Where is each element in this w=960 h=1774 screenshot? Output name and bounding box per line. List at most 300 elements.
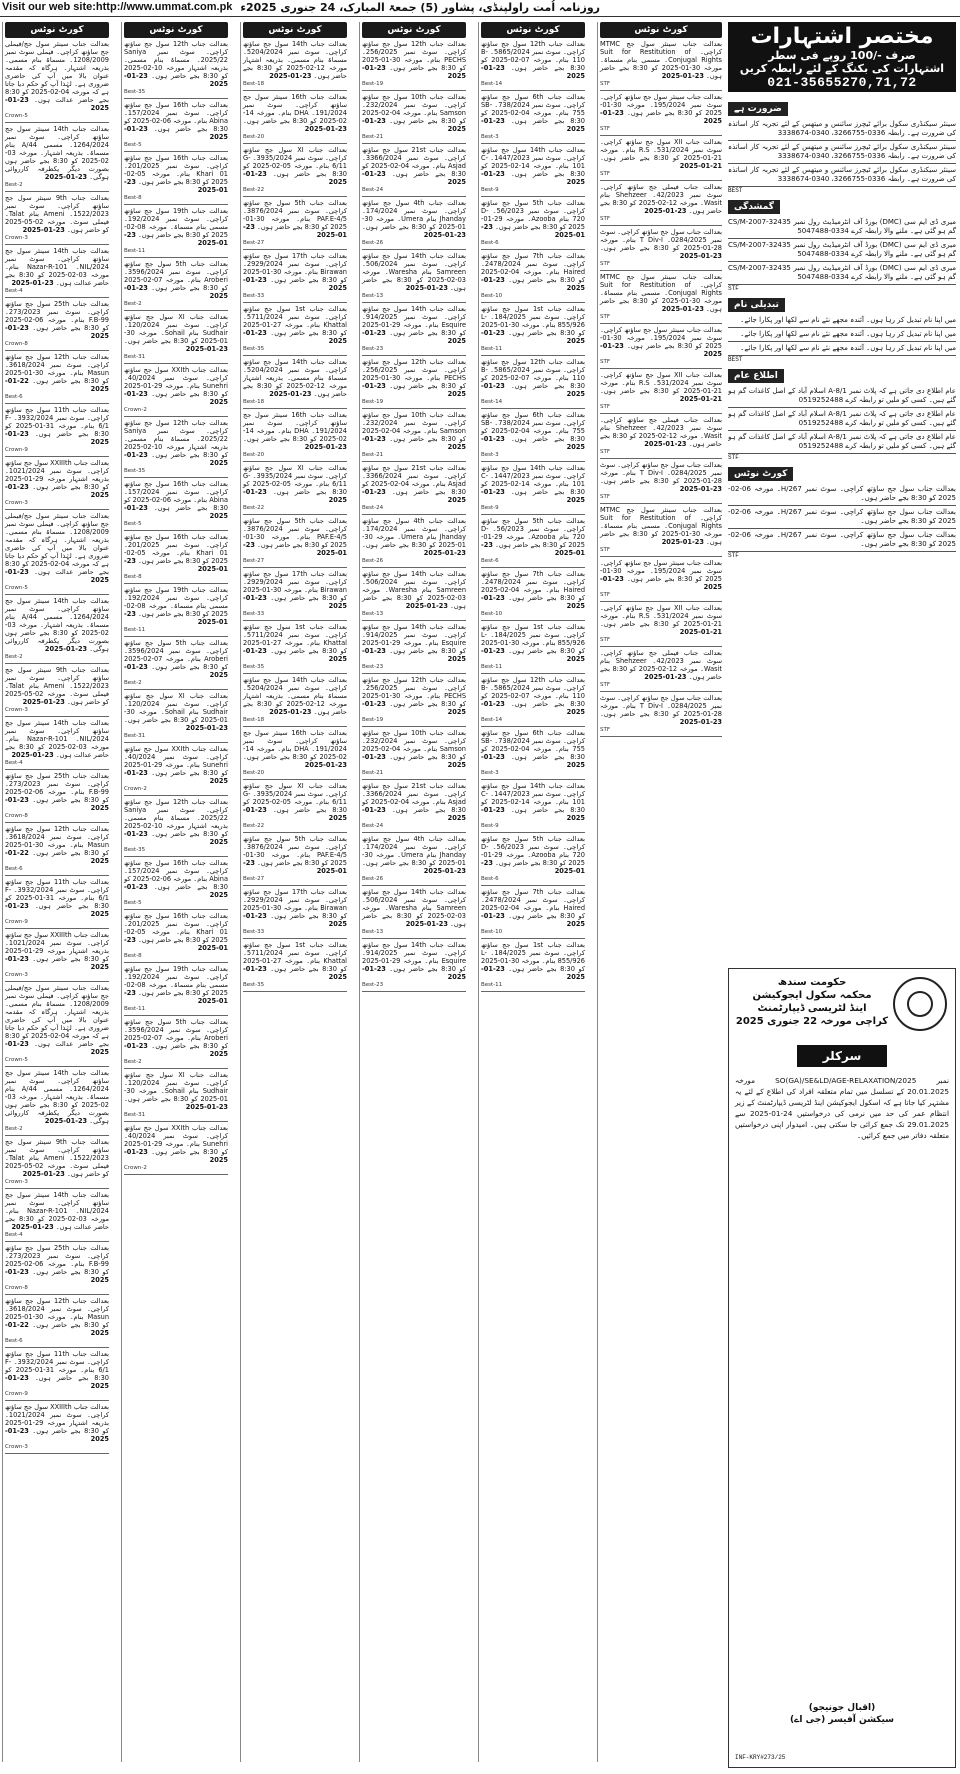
- classified-ad: عام اطلاع دی جاتی ہے کہ پلاٹ نمبر 8/1-A اسلام آباد کے اصل کاغذات گم ہو گئے ہیں۔ کسی کو ملیں تو رابطہ کرے 0519252488: [728, 385, 956, 408]
- notice-date: 23-01-2025: [644, 673, 687, 681]
- court-notice: [5, 512, 109, 595]
- notice-text: بعدالت جناب 17th سول جج ساؤتھ کراچی۔ سوٹ نمبر 2929/2024۔ Birawan بنام۔ مورخہ 30-01-2025 کو 8:30 بجے حاضر ہوں۔: [243, 570, 347, 602]
- notice-date: 23-01-2025: [185, 724, 228, 732]
- notice-text: بعدالت جناب 5th سول جج ساؤتھ کراچی۔ سوٹ نمبر 3596/2024۔ Aroberi بنام۔ مورخہ 07-02-2025 کو 8:30 بجے حاضر ہوں۔: [124, 260, 228, 292]
- classified-title: مختصر اشتہارات: [750, 24, 934, 49]
- notice-date: 23-01-2025: [124, 663, 228, 679]
- notice-code: Best-18: [243, 717, 265, 723]
- notice-code: Crown-9: [5, 1391, 28, 1397]
- notice-date: 23-01-2025: [124, 936, 228, 952]
- notice-text: بعدالت جناب 7th سول جج ساؤتھ کراچی۔ سوٹ نمبر 2478/2024۔ Haired بنام۔ مورخہ 04-02-2025 کو 8:30 بجے حاضر ہوں۔: [481, 252, 585, 284]
- notice-text: بعدالت جناب 14th سول جج ساؤتھ کراچی۔ سوٹ نمبر 506/2024۔ Samreen بنام Waresha۔ مورخہ 03-02-2025 کو 8:30 بجے حاضر ہوں۔: [362, 570, 466, 610]
- notice-date: 21-01-2025: [679, 628, 722, 636]
- notice-date: 23-01-2025: [304, 125, 347, 133]
- notice-text: بعدالت جناب 19th سول جج ساؤتھ کراچی۔ سوٹ نمبر 192/2024۔ مسمی بنام مسماۃ۔ مورخہ 08-02-2025 کو 8:30 بجے حاضر ہوں۔: [124, 965, 228, 997]
- notice-text: بعدالت جناب سول جج ساؤتھ کراچی۔ سوٹ نمبر 0284/2025۔ T Div-I بنام۔ مورخہ 28-01-2025 کو 8:30 بجے حاضر ہوں۔: [600, 694, 722, 718]
- notice-text: بعدالت جناب 16th سول جج ساؤتھ کراچی۔ سوٹ نمبر 157/2024۔ Abina بنام۔ مورخہ 06-02-2025 کو 8:30 بجے حاضر ہوں۔: [124, 480, 228, 512]
- court-notice: [243, 93, 347, 144]
- notice-code: Best-31: [124, 1112, 146, 1118]
- classified-booking: اشتہارات کی بکنگ کے لئے رابطہ کریں: [739, 62, 945, 75]
- court-notice: [481, 199, 585, 250]
- court-notice: [481, 888, 585, 939]
- notice-text: بعدالت جناب سول جج ساؤتھ کراچی۔ سوٹ نمبر 0284/2025۔ T Div-I بنام۔ مورخہ 28-01-2025 کو 8:30 بجے حاضر ہوں۔: [600, 461, 722, 485]
- notice-date: 23-01-2025: [269, 708, 312, 716]
- classified-column: [728, 96, 956, 961]
- notice-text: بعدالت جناب 25th سول جج ساؤتھ کراچی۔ سوٹ نمبر 273/2023۔ F.B-99 بنام۔ مورخہ 06-02-2025 کو 8:30 بجے حاضر ہوں۔: [5, 300, 109, 332]
- notice-date: 23-01-2025: [5, 955, 109, 971]
- court-notice: [5, 247, 109, 298]
- notice-text: بعدالت جناب 12th سول جج ساؤتھ کراچی۔ سوٹ نمبر Saniya 2025/22۔ مسماۃ بنام مسمی۔ بذریعہ اشتہار مورخہ 10-02-2025 کو 8:30 بجے حاضر ہوں۔: [124, 798, 228, 838]
- notice-date: 23-01-2025: [243, 965, 347, 981]
- notice-text: بعدالت جناب فیملی جج ساؤتھ کراچی۔ سوٹ نمبر 42/2023۔ Shehzeer بنام Wasit۔ مورخہ 12-02-2025 کو 8:30 بجے حاضر ہوں۔: [600, 649, 723, 681]
- court-notice: [362, 941, 466, 992]
- notice-text: بعدالت جناب سینئر سول جج ساؤتھ کراچی۔ سوٹ نمبر 195/2024۔ مورخہ 30-01-2025 کو 8:30 بجے حاضر ہوں۔: [600, 559, 723, 583]
- notice-text: بعدالت جناب 14th سینئر سول جج ساؤتھ کراچی۔ سوٹ نمبر NIL/2024۔ Nazar-R-101 بنام۔ مورخہ 03-02-2025 کو 8:30 بجے حاضر عدالت ہوں۔: [5, 719, 109, 759]
- notice-date: 23-01-2025: [124, 1042, 228, 1058]
- notice-date: 23-01-2025: [362, 64, 466, 80]
- notice-date: 23-01-2025: [5, 483, 109, 499]
- court-notice: [362, 93, 466, 144]
- notice-text: بعدالت جناب XII سول جج ساؤتھ کراچی۔ سوٹ نمبر 531/2024۔ R.S بنام۔ مورخہ 21-01-2025 کو 8:30 بجے حاضر ہوں۔: [600, 371, 722, 395]
- notice-code: Crown-5: [5, 1057, 28, 1063]
- notice-text: بعدالت جناب XXIth سول جج ساؤتھ کراچی۔ سوٹ نمبر 40/2024۔ Sunehri بنام۔ مورخہ 29-01-2025 کو 8:30 بجے حاضر ہوں۔: [124, 745, 228, 777]
- court-notice: [481, 93, 585, 144]
- court-notice: [600, 371, 722, 414]
- notice-code: Best-14: [481, 81, 503, 87]
- notice-text: بعدالت جناب 5th سول جج ساؤتھ کراچی۔ سوٹ نمبر 56/2023۔ D-720 بنام Azooba۔ مورخہ 29-01-2025 کو 8:30 بجے حاضر ہوں۔: [481, 835, 586, 867]
- notice-text: بعدالت جناب سینئر سول جج/فیملی جج ساؤتھ کراچی۔ فیملی سوٹ نمبر 1208/2009۔ مسماۃ بنام مسمی۔ بذریعہ اشتہار۔ ہرگاہ کہ مقدمہ عنوان بالا میں آپ کی حاضری ضروری ہے۔ لہٰذا آپ کو حکم دیا جاتا ہے کہ مورخہ 04-02-2025 کو 8:30 بجے حاضر عدالت ہوں۔: [5, 984, 109, 1048]
- notice-code: Best-27: [243, 240, 265, 246]
- notice-code: Best-20: [243, 134, 265, 140]
- notice-date: 23-01-2025: [362, 806, 466, 822]
- notice-date: 23-01-2025: [243, 806, 347, 822]
- notice-code: Best-4: [5, 1232, 23, 1238]
- classified-ad: میری ڈی ایم سی (DMC) بورڈ آف انٹرمیڈیٹ رول نمبر 32435-CS/M-2007 گم ہو گئی ہے۔ ملنے والا رابطہ کرے 0334-5047488: [728, 262, 956, 285]
- notice-text: بعدالت جناب 12th سول جج ساؤتھ کراچی۔ سوٹ نمبر Saniya 2025/22۔ مسماۃ بنام مسمی۔ بذریعہ اشتہار مورخہ 10-02-2025 کو 8:30 بجے حاضر ہوں۔: [124, 40, 228, 80]
- notice-text: بعدالت جناب 5th سول جج ساؤتھ کراچی۔ سوٹ نمبر 3876/2024۔ PAF.E-4/5 بنام۔ مورخہ 30-01-2025 کو 8:30 بجے حاضر ہوں۔: [243, 199, 347, 231]
- notice-code: Best-35: [243, 664, 265, 670]
- notice-date: 23-01-2025: [44, 1117, 88, 1125]
- notice-text: بعدالت جناب 14th سول جج ساؤتھ کراچی۔ سوٹ نمبر 5204/2024۔ مسماۃ بنام مسمی۔ بذریعہ اشتہار مورخہ 12-02-2025 کو 8:30 بجے حاضر ہوں۔: [243, 358, 347, 398]
- notice-code: STF: [600, 727, 611, 733]
- notice-code: Best-27: [243, 558, 265, 564]
- court-notice: [481, 464, 585, 515]
- page-folio: روزنامہ اُمت راولپنڈی، پشاور (5) جمعۃ المبارک، 24 جنوری 2025ء: [240, 1, 600, 14]
- notice-code: Best-21: [362, 452, 384, 458]
- court-notice: [481, 517, 585, 568]
- notice-date: 23-01-2025: [243, 170, 347, 186]
- notice-code: Best-6: [5, 1338, 23, 1344]
- court-notice: [124, 798, 228, 857]
- notice-code: Best-18: [243, 399, 265, 405]
- notice-code: Best-9: [481, 187, 499, 193]
- court-notice: [481, 729, 585, 780]
- notice-date: 23-01-2025: [362, 488, 466, 504]
- notice-date: 23-01-2025: [185, 1103, 228, 1111]
- notice-code: Best-4: [5, 288, 23, 294]
- notice-code: STF: [600, 171, 611, 177]
- court-notice: [5, 40, 109, 123]
- notice-column-2: [121, 22, 230, 1762]
- notice-text: بعدالت جناب 12th سول جج ساؤتھ کراچی۔ سوٹ نمبر 5865/2024۔ B-110 بنام۔ مورخہ 07-02-2025 کو 8:30 بجے حاضر ہوں۔: [481, 358, 585, 390]
- court-notice: [600, 649, 722, 692]
- notice-text: بعدالت جناب XI سول جج ساؤتھ کراچی۔ سوٹ نمبر 120/2024۔ Sudhair بنام Sohail۔ مورخہ 30-01-2025 کو 8:30 بجے حاضر ہوں۔: [124, 692, 229, 724]
- notice-text: بعدالت جناب 14th سول جج ساؤتھ کراچی۔ سوٹ نمبر 5204/2024۔ مسماۃ بنام مسمی۔ بذریعہ اشتہار مورخہ 12-02-2025 کو 8:30 بجے حاضر ہوں۔: [243, 40, 347, 80]
- gov-line-3: اینڈ لٹریسی ڈیپارٹمنٹ: [757, 1003, 867, 1014]
- court-notice: [124, 859, 228, 910]
- court-notice: [5, 125, 109, 192]
- notice-code: STF: [600, 494, 611, 500]
- notice-date: 23-01-2025: [481, 117, 585, 133]
- notice-column-4: [359, 22, 468, 1762]
- classified-ad: عام اطلاع دی جاتی ہے کہ پلاٹ نمبر 8/1-A اسلام آباد کے اصل کاغذات گم ہو گئے ہیں۔ کسی کو ملیں تو رابطہ کرے 0519252488: [728, 408, 956, 431]
- notice-code: Crown-3: [5, 707, 28, 713]
- notice-code: Best-33: [243, 611, 265, 617]
- notice-code: Best-24: [362, 823, 384, 829]
- court-notice: [243, 570, 347, 621]
- classified-ad: میں اپنا نام تبدیل کر رہا ہوں۔ آئندہ مجھے نئے نام سے لکھا اور پکارا جائے۔: [728, 328, 956, 342]
- court-notice: [5, 719, 109, 770]
- court-notice: [600, 228, 722, 271]
- notice-code: Best-31: [124, 354, 146, 360]
- notice-code: Best-35: [124, 468, 146, 474]
- notice-code: Best-10: [481, 611, 503, 617]
- court-notice: [5, 1244, 109, 1295]
- notice-date: 23-01-2025: [243, 541, 347, 557]
- notice-text: بعدالت جناب 16th سینئر سول جج ساؤتھ کراچی۔ سوٹ نمبر 191/2024۔ DHA بنام۔ مورخہ 14-02-2025 کو 8:30 بجے حاضر ہوں۔: [243, 729, 347, 761]
- court-notice: [600, 604, 722, 647]
- court-notice: [362, 729, 466, 780]
- notice-code: Best-23: [362, 346, 384, 352]
- notice-code: Best-13: [362, 293, 384, 299]
- court-notice: [362, 835, 466, 886]
- notice-date: 23-01-2025: [124, 284, 228, 300]
- notice-date: 23-01-2025: [243, 223, 347, 239]
- notice-code: Best-22: [243, 823, 265, 829]
- notice-text: بعدالت جناب 12th سول جج ساؤتھ کراچی۔ سوٹ نمبر 256/2025۔ PECHS بنام۔ مورخہ 30-01-2025 کو 8:30 بجے حاضر ہوں۔: [362, 676, 466, 708]
- notice-code: Best-6: [481, 558, 499, 564]
- notice-code: Best-5: [124, 521, 142, 527]
- notice-text: بعدالت جناب 19th سول جج ساؤتھ کراچی۔ سوٹ نمبر 192/2024۔ مسمی بنام مسماۃ۔ مورخہ 08-02-2025 کو 8:30 بجے حاضر ہوں۔: [124, 207, 228, 239]
- notice-code: Best-9: [481, 823, 499, 829]
- notice-code: Best-6: [481, 876, 499, 882]
- notice-code: STF: [600, 682, 611, 688]
- notice-date: 23-01-2025: [600, 575, 722, 591]
- classified-section-header: کورٹ نوٹس: [728, 467, 793, 481]
- court-notice: [481, 835, 585, 886]
- notice-text: بعدالت جناب 25th سول جج ساؤتھ کراچی۔ سوٹ نمبر 273/2023۔ F.B-99 بنام۔ مورخہ 06-02-2025 کو 8:30 بجے حاضر ہوں۔: [5, 1244, 109, 1276]
- notice-code: Best-24: [362, 187, 384, 193]
- notice-code: Best-2: [124, 680, 142, 686]
- notice-text: بعدالت جناب 5th سول جج ساؤتھ کراچی۔ سوٹ نمبر 3596/2024۔ Aroberi بنام۔ مورخہ 07-02-2025 کو 8:30 بجے حاضر ہوں۔: [124, 1018, 228, 1050]
- notice-code: Best-2: [124, 301, 142, 307]
- court-notice: [124, 480, 228, 531]
- notice-date: 23-01-2025: [362, 382, 466, 398]
- notice-code: Best-13: [362, 611, 384, 617]
- notice-text: بعدالت جناب 5th سول جج ساؤتھ کراچی۔ سوٹ نمبر 3876/2024۔ PAF.E-4/5 بنام۔ مورخہ 30-01-2025 کو 8:30 بجے حاضر ہوں۔: [243, 835, 347, 867]
- court-notice: [5, 1138, 109, 1189]
- notice-text: بعدالت جناب 4th سول جج ساؤتھ کراچی۔ سوٹ نمبر 174/2024۔ Jhanday بنام Umera۔ مورخہ 30-01-2025 کو 8:30 بجے حاضر ہوں۔: [362, 517, 466, 549]
- notice-code: Best-21: [362, 770, 384, 776]
- notice-text: بعدالت جناب 16th سول جج ساؤتھ کراچی۔ سوٹ نمبر 157/2024۔ Abina بنام۔ مورخہ 06-02-2025 کو 8:30 بجے حاضر ہوں۔: [124, 859, 228, 891]
- notice-text: بعدالت جناب 12th سول جج ساؤتھ کراچی۔ سوٹ نمبر 256/2025۔ PECHS بنام۔ مورخہ 30-01-2025 کو 8:30 بجے حاضر ہوں۔: [362, 358, 466, 390]
- notice-code: Crown-2: [124, 1165, 147, 1171]
- notice-date: 23-01-2025: [362, 329, 466, 345]
- court-notice: [362, 676, 466, 727]
- classified-section-header: اطلاع عام: [728, 369, 784, 383]
- court-notice: [5, 1297, 109, 1348]
- notice-text: بعدالت جناب 6th سول جج ساؤتھ کراچی۔ سوٹ نمبر 738/2024۔ SB-755 بنام۔ مورخہ 04-02-2025 کو 8:30 بجے حاضر ہوں۔: [481, 729, 585, 761]
- notice-text: بعدالت جناب 6th سول جج ساؤتھ کراچی۔ سوٹ نمبر 738/2024۔ SB-755 بنام۔ مورخہ 04-02-2025 کو 8:30 بجے حاضر ہوں۔: [481, 411, 585, 443]
- notice-code: Crown-3: [5, 1444, 28, 1450]
- court-notice: [124, 366, 228, 417]
- notice-date: 23-01-2025: [481, 806, 585, 822]
- notice-text: بعدالت جناب 1st سول جج ساؤتھ کراچی۔ سوٹ نمبر 5711/2024۔ Khattal بنام۔ مورخہ 27-01-2025 کو 8:30 بجے حاضر ہوں۔: [243, 623, 347, 655]
- notice-text: بعدالت جناب 21st سول جج ساؤتھ کراچی۔ سوٹ نمبر 3366/2024۔ Asjad بنام۔ مورخہ 04-02-2025 کو 8:30 بجے حاضر ہوں۔: [362, 464, 466, 496]
- notice-date: 23-01-2025: [481, 329, 585, 345]
- notice-date: 23-01-2025: [124, 178, 228, 194]
- notice-text: بعدالت جناب 4th سول جج ساؤتھ کراچی۔ سوٹ نمبر 174/2024۔ Jhanday بنام Umera۔ مورخہ 30-01-2025 کو 8:30 بجے حاضر ہوں۔: [362, 199, 466, 231]
- notice-text: بعدالت جناب 9th سینئر سول جج ساؤتھ کراچی۔ سوٹ نمبر 1522/2023۔ Ameni بنام Talat۔ فیملی سوٹ۔ مورخہ 02-05-2025 کو حاضر ہوں۔: [5, 666, 109, 706]
- court-notice: [481, 941, 585, 992]
- circular-title: سرکلر: [797, 1045, 887, 1067]
- notice-date: 23-01-2025: [405, 602, 448, 610]
- notice-code: Best-35: [243, 982, 265, 988]
- court-notice: [124, 912, 228, 963]
- notice-code: Best-11: [124, 627, 146, 633]
- notice-date: 22-01-2025: [5, 1321, 109, 1337]
- notice-text: بعدالت جناب 14th سول جج ساؤتھ کراچی۔ سوٹ نمبر 914/2025۔ Esquire بنام۔ مورخہ 29-01-2025 کو 8:30 بجے حاضر ہوں۔: [362, 305, 466, 337]
- notice-date: 23-01-2025: [243, 488, 347, 504]
- notice-date: 23-01-2025: [679, 485, 722, 493]
- notice-text: بعدالت جناب 16th سول جج ساؤتھ کراچی۔ سوٹ نمبر 201/2025۔ Khari 01 بنام۔ مورخہ 05-02-2025 کو 8:30 بجے حاضر ہوں۔: [124, 912, 228, 944]
- notice-code: Best-11: [124, 248, 146, 254]
- notice-code: STF: [600, 547, 611, 553]
- circular-signer: (اقبال جونیجو): [808, 1703, 876, 1713]
- notice-date: 23-01-2025: [600, 109, 722, 125]
- notice-code: STF: [600, 126, 611, 132]
- court-notice: [362, 40, 466, 91]
- notice-text: بعدالت جناب 14th سینئر سول جج ساؤتھ کراچی۔ سوٹ نمبر 1264/2024۔ مسمی A/44 بنام مسماۃ۔ بذریعہ اشتہار۔ مورخہ 03-02-2025 کو 8:30 بجے حاضر ہوں بصورت دیگر یکطرفہ کارروائی ہوگی۔: [5, 1069, 110, 1125]
- notice-text: بعدالت جناب 12th سول جج ساؤتھ کراچی۔ سوٹ نمبر 5865/2024۔ B-110 بنام۔ مورخہ 07-02-2025 کو 8:30 بجے حاضر ہوں۔: [481, 40, 585, 72]
- notice-text: بعدالت جناب XI سول جج ساؤتھ کراچی۔ سوٹ نمبر 120/2024۔ Sudhair بنام Sohail۔ مورخہ 30-01-2025 کو 8:30 بجے حاضر ہوں۔: [124, 313, 229, 345]
- notice-code: Best-6: [5, 866, 23, 872]
- notice-code: Best-2: [5, 182, 23, 188]
- classified-ad: میری ڈی ایم سی (DMC) بورڈ آف انٹرمیڈیٹ رول نمبر 32435-CS/M-2007 گم ہو گئی ہے۔ ملنے والا رابطہ کرے 0334-5047488: [728, 216, 956, 239]
- notice-text: بعدالت جناب XXIIIth سول جج ساؤتھ کراچی۔ سوٹ نمبر 1021/2024۔ بذریعہ اشتہار مورخہ 29-01-2025 کو 8:30 بجے حاضر ہوں۔: [5, 459, 109, 491]
- court-notice: [243, 729, 347, 780]
- court-notice: [362, 146, 466, 197]
- court-notice: [5, 1350, 109, 1401]
- notice-text: بعدالت جناب 12th سول جج ساؤتھ کراچی۔ سوٹ نمبر 3618/2024۔ Masun بنام۔ مورخہ 30-01-2025 کو 8:30 بجے حاضر ہوں۔: [5, 825, 109, 857]
- notice-code: Best-6: [481, 240, 499, 246]
- notice-text: بعدالت جناب 12th سول جج ساؤتھ کراچی۔ سوٹ نمبر 256/2025۔ PECHS بنام۔ مورخہ 30-01-2025 کو 8:30 بجے حاضر ہوں۔: [362, 40, 466, 72]
- notice-code: Best-26: [362, 558, 384, 564]
- court-notice: [481, 40, 585, 91]
- circular-body: نمبر SO(GA)/SE&LD/AGE-RELAXATION/2025 مورخہ 20.01.2025 کے تسلسل میں تمام متعلقہ افراد کی اطلاع کے لئے یہ مشتہر کیا جاتا ہے کہ اسکول ایجوکیشن اینڈ لٹریسی ڈیپارٹمنٹ کے زیر انتظام عمر کی حد میں نرمی کی درخواستیں 24-01-2025 سے 29.01.2025 تک جمع کرائی جا سکتی ہیں۔ امیدوار اپنی درخواستیں متعلقہ دفاتر میں جمع کرائیں۔: [735, 1076, 950, 1140]
- notice-date: 23-01-2025: [124, 1148, 228, 1164]
- notice-date: 23-01-2025: [5, 1040, 109, 1056]
- notice-date: 22-01-2025: [5, 377, 109, 393]
- notice-code: STF: [600, 314, 611, 320]
- court-notice: [5, 406, 109, 457]
- notice-code: Best-35: [243, 346, 265, 352]
- notice-date: 23-01-2025: [44, 173, 88, 181]
- notice-date: 23-01-2025: [5, 568, 109, 584]
- notice-column-1: [2, 22, 111, 1762]
- notice-code: Best-35: [124, 847, 146, 853]
- notice-text: بعدالت جناب فیملی جج ساؤتھ کراچی۔ سوٹ نمبر 42/2023۔ Shehzeer بنام Wasit۔ مورخہ 12-02-2025 کو 8:30 بجے حاضر ہوں۔: [600, 183, 723, 215]
- notice-text: بعدالت جناب 14th سول جج ساؤتھ کراچی۔ سوٹ نمبر 1447/2023۔ C-101 بنام۔ مورخہ 14-02-2025 کو 8:30 بجے حاضر ہوں۔: [481, 146, 585, 178]
- notice-text: بعدالت جناب سینئر سول جج ساؤتھ کراچی۔ سوٹ نمبر 195/2024۔ مورخہ 30-01-2025 کو 8:30 بجے حاضر ہوں۔: [600, 93, 723, 117]
- court-notice: [5, 353, 109, 404]
- notice-code: Crown-8: [5, 1285, 28, 1291]
- notice-code: Best-11: [481, 346, 503, 352]
- notice-text: بعدالت جناب سینئر سول جج MTMC کراچی۔ Suit for Restitution of Conjugal Rights۔ مسمی بنام مسماۃ۔ مورخہ 30-01-2025 کو 8:30 بجے حاضر ہوں۔: [600, 40, 722, 80]
- notice-date: 23-01-2025: [481, 488, 585, 504]
- classified-code: STF: [728, 454, 739, 461]
- classified-ad: عام اطلاع دی جاتی ہے کہ پلاٹ نمبر 8/1-A اسلام آباد کے اصل کاغذات گم ہو گئے ہیں۔ کسی کو ملیں تو رابطہ کرے 0519252488: [728, 431, 956, 454]
- notice-date: 23-01-2025: [644, 440, 687, 448]
- court-notice: [124, 1124, 228, 1175]
- notice-date: 23-01-2025: [124, 451, 228, 467]
- notice-date: 23-01-2025: [5, 902, 109, 918]
- court-notice: [600, 183, 722, 226]
- notice-text: بعدالت جناب 14th سول جج ساؤتھ کراچی۔ سوٹ نمبر 506/2024۔ Samreen بنام Waresha۔ مورخہ 03-02-2025 کو 8:30 بجے حاضر ہوں۔: [362, 252, 466, 292]
- website-url[interactable]: Visit our web site:http://www.ummat.com.pk: [2, 1, 233, 13]
- notice-date: 23-01-2025: [269, 72, 312, 80]
- notice-date: 23-01-2025: [644, 207, 687, 215]
- notice-text: بعدالت جناب 14th سول جج ساؤتھ کراچی۔ سوٹ نمبر 914/2025۔ Esquire بنام۔ مورخہ 29-01-2025 کو 8:30 بجے حاضر ہوں۔: [362, 941, 466, 973]
- notice-text: بعدالت جناب 9th سینئر سول جج ساؤتھ کراچی۔ سوٹ نمبر 1522/2023۔ Ameni بنام Talat۔ فیملی سوٹ۔ مورخہ 02-05-2025 کو حاضر ہوں۔: [5, 194, 109, 234]
- notice-text: بعدالت جناب 4th سول جج ساؤتھ کراچی۔ سوٹ نمبر 174/2024۔ Jhanday بنام Umera۔ مورخہ 30-01-2025 کو 8:30 بجے حاضر ہوں۔: [362, 835, 466, 867]
- notice-text: بعدالت جناب سینئر سول جج MTMC کراچی۔ Suit for Restitution of Conjugal Rights۔ مسمی بنام مسماۃ۔ مورخہ 30-01-2025 کو 8:30 بجے حاضر ہوں۔: [600, 506, 722, 546]
- notice-text: بعدالت جناب 21st سول جج ساؤتھ کراچی۔ سوٹ نمبر 3366/2024۔ Asjad بنام۔ مورخہ 04-02-2025 کو 8:30 بجے حاضر ہوں۔: [362, 146, 466, 178]
- notice-date: 23-01-2025: [481, 382, 585, 398]
- notice-text: بعدالت جناب 16th سینئر سول جج ساؤتھ کراچی۔ سوٹ نمبر 191/2024۔ DHA بنام۔ مورخہ 14-02-2025 کو 8:30 بجے حاضر ہوں۔: [243, 93, 347, 125]
- notice-code: Best-10: [481, 293, 503, 299]
- court-notice: [481, 570, 585, 621]
- notice-date: 23-01-2025: [124, 557, 228, 573]
- classified-ad: میری ڈی ایم سی (DMC) بورڈ آف انٹرمیڈیٹ رول نمبر 32435-CS/M-2007 گم ہو گئی ہے۔ ملنے والا رابطہ کرے 0334-5047488: [728, 239, 956, 262]
- court-notice: [481, 782, 585, 833]
- classified-ads-banner: [728, 22, 956, 92]
- notice-date: 23-01-2025: [124, 231, 228, 247]
- notice-text: بعدالت جناب سینئر سول جج/فیملی جج ساؤتھ کراچی۔ فیملی سوٹ نمبر 1208/2009۔ مسماۃ بنام مسمی۔ بذریعہ اشتہار۔ ہرگاہ کہ مقدمہ عنوان بالا میں آپ کی حاضری ضروری ہے۔ لہٰذا آپ کو حکم دیا جاتا ہے کہ مورخہ 04-02-2025 کو 8:30 بجے حاضر عدالت ہوں۔: [5, 40, 109, 104]
- classified-ad: میں اپنا نام تبدیل کر رہا ہوں۔ آئندہ مجھے نئے نام سے لکھا اور پکارا جائے۔: [728, 342, 956, 356]
- notice-text: بعدالت جناب 10th سول جج ساؤتھ کراچی۔ سوٹ نمبر 232/2024۔ Samson بنام۔ مورخہ 04-02-2025 کو 8:30 بجے حاضر ہوں۔: [362, 93, 466, 125]
- court-notice: [600, 138, 722, 181]
- court-notice: [5, 597, 109, 664]
- notice-text: بعدالت جناب XI سول جج ساؤتھ کراچی۔ سوٹ نمبر 3935/2024۔ G-6/11 بنام۔ مورخہ 05-02-2025 کو 8:30 بجے حاضر ہوں۔: [242, 146, 347, 178]
- notice-code: Best-10: [481, 929, 503, 935]
- classified-code: BEST: [728, 187, 743, 194]
- notice-date: 23-01-2025: [11, 1223, 54, 1231]
- notice-text: بعدالت جناب 11th سول جج ساؤتھ کراچی۔ سوٹ نمبر 3932/2024۔ F-6/1 بنام۔ مورخہ 31-01-2025 کو 8:30 بجے حاضر ہوں۔: [5, 1350, 110, 1382]
- court-notice: [600, 93, 722, 136]
- circular-designation: سیکشن آفیسر (جی اے): [789, 1715, 894, 1725]
- classified-code: STF: [728, 285, 739, 292]
- notice-text: بعدالت جناب 16th سول جج ساؤتھ کراچی۔ سوٹ نمبر 201/2025۔ Khari 01 بنام۔ مورخہ 05-02-2025 کو 8:30 بجے حاضر ہوں۔: [124, 154, 228, 186]
- notice-date: 23-01-2025: [11, 279, 54, 287]
- court-notice: [5, 1069, 109, 1136]
- notice-date: 23-01-2025: [405, 920, 448, 928]
- notice-code: Best-2: [5, 654, 23, 660]
- notice-text: بعدالت جناب 25th سول جج ساؤتھ کراچی۔ سوٹ نمبر 273/2023۔ F.B-99 بنام۔ مورخہ 06-02-2025 کو 8:30 بجے حاضر ہوں۔: [5, 772, 109, 804]
- notice-code: Best-9: [481, 505, 499, 511]
- notice-text: بعدالت جناب 1st سول جج ساؤتھ کراچی۔ سوٹ نمبر 184/2025۔ L-855/926 بنام۔ مورخہ 30-01-2025 کو 8:30 بجے حاضر ہوں۔: [481, 623, 585, 655]
- classified-section-header: ضرورت ہے: [728, 102, 788, 116]
- notice-text: بعدالت جناب 14th سول جج ساؤتھ کراچی۔ سوٹ نمبر 1447/2023۔ C-101 بنام۔ مورخہ 14-02-2025 کو 8:30 بجے حاضر ہوں۔: [481, 782, 585, 814]
- notice-date: 23-01-2025: [5, 1427, 109, 1443]
- notice-date: 23-01-2025: [243, 276, 347, 292]
- classified-ad: بعدالت جناب سول جج ساؤتھ کراچی۔ سوٹ نمبر 267/H۔ مورخہ 06-02-2025 کو 8:30 بجے حاضر ہوں۔: [728, 529, 956, 552]
- notice-code: Best-19: [362, 81, 384, 87]
- classified-section-header: گمشدگی: [728, 200, 780, 214]
- notice-code: Best-23: [362, 982, 384, 988]
- notice-code: Best-3: [481, 134, 499, 140]
- court-notice: [362, 517, 466, 568]
- notice-date: 23-01-2025: [243, 912, 347, 928]
- notice-code: Best-20: [243, 770, 265, 776]
- notice-text: بعدالت جناب سول جج ساؤتھ کراچی۔ سوٹ نمبر 0284/2025۔ T Div-I بنام۔ مورخہ 28-01-2025 کو 8:30 بجے حاضر ہوں۔: [600, 228, 722, 252]
- notice-code: Best-33: [243, 293, 265, 299]
- court-notice: [600, 461, 722, 504]
- court-notice: [124, 260, 228, 311]
- notice-date: 23-01-2025: [362, 435, 466, 451]
- court-notice: [5, 984, 109, 1067]
- court-notice: [481, 252, 585, 303]
- classified-phone: 021-35655270,71,72: [767, 75, 917, 90]
- court-notice: [124, 40, 228, 99]
- notice-text: بعدالت جناب 5th سول جج ساؤتھ کراچی۔ سوٹ نمبر 3596/2024۔ Aroberi بنام۔ مورخہ 07-02-2025 کو 8:30 بجے حاضر ہوں۔: [124, 639, 228, 671]
- notice-text: بعدالت جناب 14th سول جج ساؤتھ کراچی۔ سوٹ نمبر 914/2025۔ Esquire بنام۔ مورخہ 29-01-2025 کو 8:30 بجے حاضر ہوں۔: [362, 623, 466, 655]
- notice-text: بعدالت جناب 17th سول جج ساؤتھ کراچی۔ سوٹ نمبر 2929/2024۔ Birawan بنام۔ مورخہ 30-01-2025 کو 8:30 بجے حاضر ہوں۔: [243, 252, 347, 284]
- court-notice: [124, 639, 228, 690]
- court-notice: [243, 517, 347, 568]
- notice-code: Crown-5: [5, 113, 28, 119]
- court-notice: [481, 623, 585, 674]
- notice-text: بعدالت جناب 14th سول جج ساؤتھ کراچی۔ سوٹ نمبر 5204/2024۔ مسماۃ بنام مسمی۔ بذریعہ اشتہار مورخہ 12-02-2025 کو 8:30 بجے حاضر ہوں۔: [243, 676, 347, 716]
- notice-date: 23-01-2025: [481, 276, 585, 292]
- notice-code: Crown-2: [124, 786, 147, 792]
- gov-date: کراچی مورخہ 22 جنوری 2025: [735, 1016, 889, 1027]
- notice-text: بعدالت جناب 1st سول جج ساؤتھ کراچی۔ سوٹ نمبر 5711/2024۔ Khattal بنام۔ مورخہ 27-01-2025 کو 8:30 بجے حاضر ہوں۔: [243, 941, 347, 973]
- notice-code: Crown-3: [5, 1179, 28, 1185]
- notice-date: 23-01-2025: [304, 761, 347, 769]
- court-notice: [5, 1191, 109, 1242]
- court-notice: [243, 146, 347, 197]
- court-notice: [600, 416, 722, 459]
- notice-code: Best-3: [481, 770, 499, 776]
- court-notice: [124, 965, 228, 1016]
- court-notice: [362, 570, 466, 621]
- notice-code: STF: [600, 449, 611, 455]
- classified-ad: بعدالت جناب سول جج ساؤتھ کراچی۔ سوٹ نمبر 267/H۔ مورخہ 06-02-2025 کو 8:30 بجے حاضر ہوں۔: [728, 506, 956, 529]
- classified-code: BEST: [728, 356, 743, 363]
- notice-date: 23-01-2025: [405, 284, 448, 292]
- notice-code: STF: [600, 261, 611, 267]
- notice-text: بعدالت جناب سینئر سول جج/فیملی جج ساؤتھ کراچی۔ فیملی سوٹ نمبر 1208/2009۔ مسماۃ بنام مسمی۔ بذریعہ اشتہار۔ ہرگاہ کہ مقدمہ عنوان بالا میں آپ کی حاضری ضروری ہے۔ لہٰذا آپ کو حکم دیا جاتا ہے کہ مورخہ 04-02-2025 کو 8:30 بجے حاضر عدالت ہوں۔: [5, 512, 109, 576]
- notice-date: 23-01-2025: [5, 324, 109, 340]
- court-notice: [5, 825, 109, 876]
- notice-text: بعدالت جناب 7th سول جج ساؤتھ کراچی۔ سوٹ نمبر 2478/2024۔ Haired بنام۔ مورخہ 04-02-2025 کو 8:30 بجے حاضر ہوں۔: [481, 888, 585, 920]
- notice-code: Crown-9: [5, 919, 28, 925]
- court-notice: [243, 411, 347, 462]
- notice-date: 21-01-2025: [679, 395, 722, 403]
- notice-text: بعدالت جناب 14th سینئر سول جج ساؤتھ کراچی۔ سوٹ نمبر NIL/2024۔ Nazar-R-101 بنام۔ مورخہ 03-02-2025 کو 8:30 بجے حاضر عدالت ہوں۔: [5, 247, 109, 287]
- court-notice: [600, 40, 722, 91]
